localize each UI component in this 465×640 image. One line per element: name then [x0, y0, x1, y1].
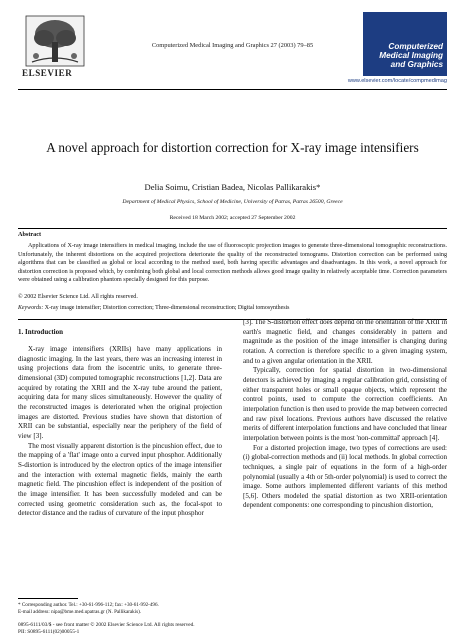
abstract-heading: Abstract [18, 231, 42, 238]
body-paragraph: For a distorted projection image, two types of corrections are used: (i) global-correction methods and (ii) local methods. In global correction techniques, a single pair of equations in the form of a high-order polynomial (usually a 4th or 5th-order polynomial) is used to correct the image. Some authors implemented different variants of this method [5,6]. Others modeled the spatial distortion as two XRII-orientation dependent components: one corresponding to pincushion distortion, [243, 443, 447, 510]
journal-header [18, 12, 447, 84]
issn-line: 0895-6111/03/$ - see front matter © 2002 Elsevier Science Ltd. All rights reserved. [18, 622, 195, 628]
footnote-divider [18, 598, 78, 599]
section-heading-introduction: 1. Introduction [18, 328, 63, 336]
journal-url-link[interactable]: www.elsevier.com/locate/compmedimag [347, 78, 447, 84]
left-column [18, 345, 222, 519]
abstract-copyright: © 2002 Elsevier Science Ltd. All rights reserved. [18, 294, 138, 300]
author-list: Delia Soimu, Cristian Badea, Nicolas Pallikarakis* [144, 182, 321, 192]
article-title: A novel approach for distortion correction for X-ray image intensifiers [46, 140, 419, 155]
email-note: E-mail address: nipa@bme.med.upatras.gr (N. Pallikarakis). [18, 609, 142, 615]
author-affiliation: Department of Medical Physics, School of Medicine, University of Patras, Patras 26500, Greece [122, 199, 343, 205]
journal-logo-line: Computerized [388, 42, 443, 51]
pii-line: PII: S0895-6111(02)00055-1 [18, 629, 80, 635]
abstract-text: Applications of X-ray image intensifiers in medical imaging, include the use of fluoroscopic projection images to generate three-dimensional tomographic reconstructions. Unfortunately, the inherent distortions on the acquired projections deteriorate the quality of the reconstructed tomograms. Distortion correction can be performed using algorithms that can be classified as global or local according to the method used, both having specific advantages and disadvantages. In this work, a novel approach for distortion correction is proposed which, by combining both global and local correction methods allows good image quality in relatively acceptable time. Correction parameters were obtained using a calibration phantom specially designed for this purpose. [18, 243, 447, 283]
issn-block [18, 622, 195, 636]
journal-logo-line: Medical Imaging [379, 51, 443, 60]
body-paragraph: Typically, correction for spatial distortion in two-dimensional detectors is achieved by imaging a regular calibration grid, consisting of either transparent holes or small opaque objects, which represent the control points, used to compute the correction coefficients. An interpolation function is then used to provide the map between corrected and raw pixel locations. Previous authors have discussed the relative merits of different interpolation functions and have concluded that linear interpolation between points is the most 'non-committal' approach [4]. [243, 366, 447, 442]
received-dates: Received 18 March 2002; accepted 27 September 2002 [169, 215, 296, 221]
keywords [18, 305, 447, 311]
body-paragraph: X-ray image intensifiers (XRIIs) have many applications in diagnostic imaging. In the last years, there was an increasing interest in using projections data from the isocentric units, to generate three-dimensional (3D) computed tomographic reconstructions [1,2]. Data are acquired by rotating the XRII and the X-ray tube around the patient, acquiring data for many slices simultaneously. However the quality of the reconstructed images is deteriorated when the original projection images are distorted. Previous studies have shown that distortion of XRII can be substantial, especially near the periphery of the field of view [3]. [18, 345, 222, 440]
keywords-text: X-ray image intensifier; Distortion correction; Three-dimensional reconstruction; Digital tomosynthesis [44, 305, 290, 311]
keywords-label: Keywords: [18, 305, 44, 311]
right-column [243, 318, 447, 511]
body-paragraph: [3]. The S-distortion effect does depend on the orientation of the XRII in earth's magnetic field, and changes considerably in pattern and magnitude as the position of the image intensifier is changing during rotation. A correction is therefore specific to a given imaging system, and to a given angular orientation in the XRII. [243, 318, 447, 365]
journal-citation: Computerized Medical Imaging and Graphics 27 (2003) 79–85 [151, 42, 314, 49]
body-paragraph: The most visually apparent distortion is the pincushion effect, due to the mapping of a 'flat' image onto a curved input phosphor. Additionally S-distortion is introduced by the electron optics of the image intensifier and the interaction with external magnetic fields, mainly the earth magnetic field. The pincushion effect is independent of the position of the image intensifier. It has been successfully modeled and can be corrected using geometric consideration such as, the focal-spot to detector distance and the radius of curvature of the input phosphor [18, 441, 222, 518]
journal-logo-box [363, 12, 447, 76]
corresponding-author-note: * Corresponding author. Tel.: +30-61-996-112; fax: +30-61-992-496. [18, 602, 159, 608]
footnote [18, 602, 222, 616]
publisher-name: ELSEVIER [22, 68, 73, 78]
journal-logo-line: and Graphics [390, 60, 443, 69]
abstract-top-divider [18, 228, 447, 229]
header-divider [18, 89, 447, 90]
